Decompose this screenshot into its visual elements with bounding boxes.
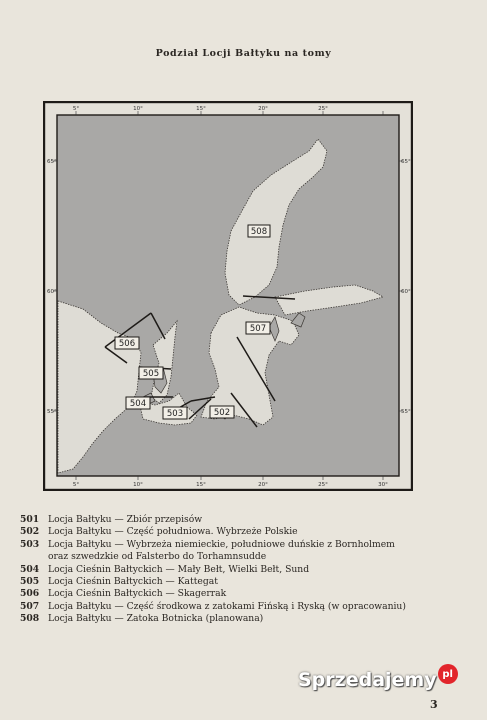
lat-label: 65° bbox=[401, 159, 411, 165]
legend-number: 507 bbox=[20, 600, 40, 612]
legend-item bbox=[20, 514, 470, 526]
legend-text: Locja Bałtyku — Wybrzeża niemieckie, południowe duńskie z Bornholmem bbox=[48, 538, 395, 550]
map-svg bbox=[43, 101, 413, 491]
region-508-label: 508 bbox=[250, 227, 268, 237]
lon-label: 20° bbox=[258, 106, 268, 112]
lon-label: 10° bbox=[133, 482, 143, 488]
legend-item bbox=[20, 539, 470, 551]
region-504-label: 504 bbox=[129, 399, 147, 409]
volume-legend bbox=[20, 514, 470, 626]
legend-item bbox=[20, 526, 470, 538]
baltic-map bbox=[43, 101, 413, 491]
lon-label: 5° bbox=[72, 106, 80, 112]
lon-label: 30° bbox=[378, 482, 388, 488]
legend-item bbox=[20, 576, 470, 588]
legend-number: 508 bbox=[20, 613, 40, 625]
legend-number: 506 bbox=[20, 588, 40, 600]
legend-text: Locja Bałtyku — Część południowa. Wybrzeże Polskie bbox=[48, 526, 298, 538]
page-number: 3 bbox=[430, 698, 438, 711]
legend-text: Locja Bałtyku — Zbiór przepisów bbox=[48, 514, 203, 525]
lat-label: 55° bbox=[401, 409, 411, 415]
watermark-text: Sprzedajemy bbox=[298, 669, 437, 691]
legend-number: 503 bbox=[20, 538, 40, 550]
legend-item bbox=[20, 564, 470, 576]
lon-label: 15° bbox=[196, 482, 206, 488]
lat-label: 55° bbox=[47, 409, 57, 415]
lat-label: 60° bbox=[401, 289, 411, 295]
watermark-badge: pl bbox=[438, 664, 458, 684]
region-502-label: 502 bbox=[213, 408, 231, 418]
legend-text: Locja Cieśnin Bałtyckich — Kattegat bbox=[48, 576, 218, 588]
legend-number: 505 bbox=[20, 576, 40, 588]
lon-label: 25° bbox=[318, 106, 328, 112]
legend-item bbox=[20, 613, 470, 625]
lon-label: 20° bbox=[258, 482, 268, 488]
page-title: Podział Locji Bałtyku na tomy bbox=[155, 48, 332, 59]
lat-label: 65° bbox=[47, 159, 57, 165]
lon-label: 25° bbox=[318, 482, 328, 488]
legend-text: Locja Cieśnin Bałtyckich — Skagerrak bbox=[48, 588, 227, 600]
legend-number: 504 bbox=[20, 563, 40, 575]
legend-text: Locja Bałtyku — Zatoka Botnicka (planowana) bbox=[48, 613, 264, 625]
region-507-label: 507 bbox=[249, 324, 267, 334]
legend-text: Locja Bałtyku — Część środkowa z zatokami Fińską i Ryską (w opracowaniu) bbox=[48, 600, 406, 612]
lon-label: 15° bbox=[196, 106, 206, 112]
lon-label: 10° bbox=[133, 106, 143, 112]
legend-item bbox=[20, 588, 470, 600]
region-506-label: 506 bbox=[118, 339, 136, 349]
legend-text-continued: oraz szwedzkie od Falsterbo do Torhamnsudde bbox=[48, 551, 267, 563]
region-505-label: 505 bbox=[142, 369, 160, 379]
legend-number: 502 bbox=[20, 526, 40, 538]
legend-item bbox=[20, 601, 470, 613]
lon-label: 5° bbox=[72, 482, 80, 488]
legend-text: Locja Cieśnin Bałtyckich — Mały Bełt, Wielki Bełt, Sund bbox=[48, 563, 310, 575]
region-503-label: 503 bbox=[166, 409, 184, 419]
legend-number: 501 bbox=[20, 514, 40, 525]
lat-label: 60° bbox=[47, 289, 57, 295]
